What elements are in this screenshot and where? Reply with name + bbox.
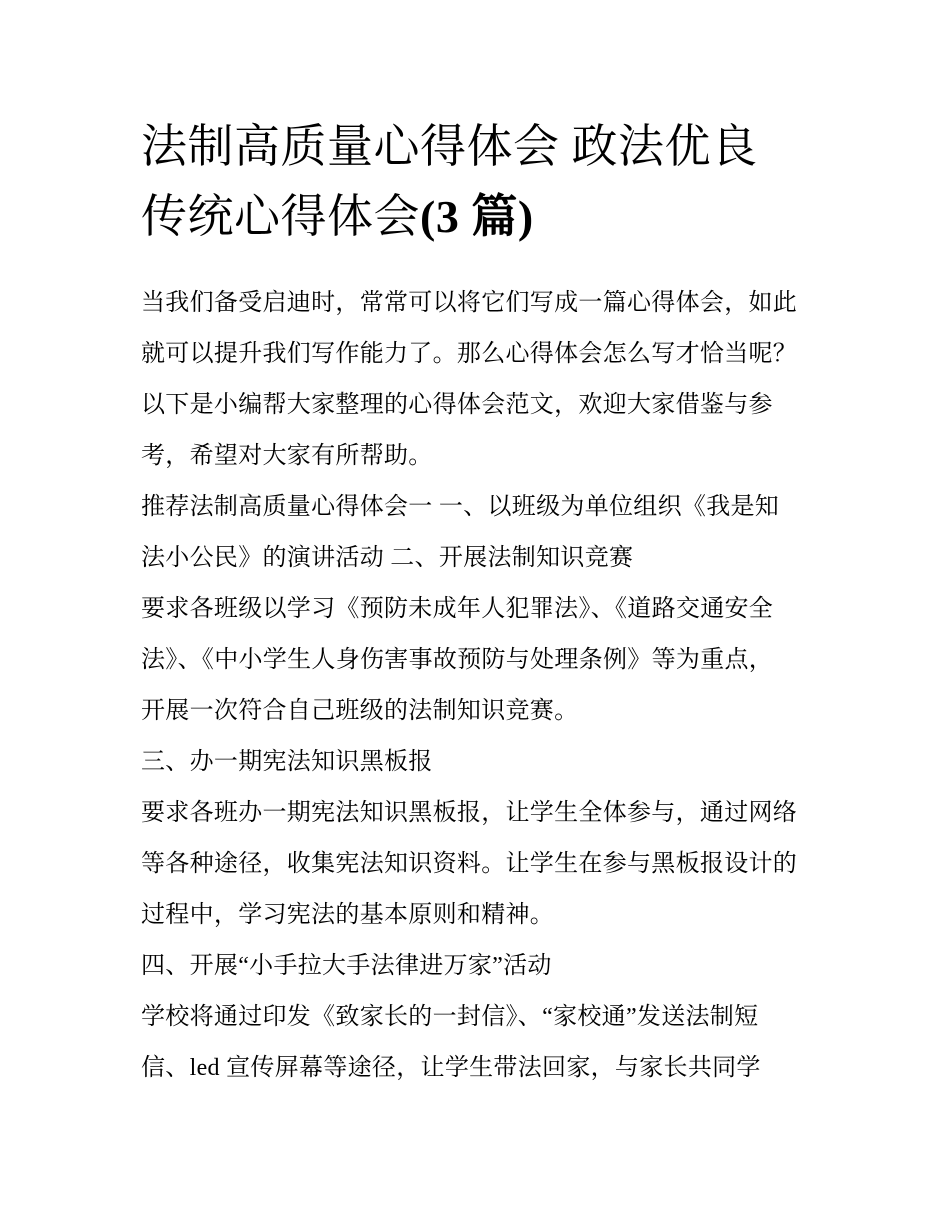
section-heading-family <box>141 941 821 992</box>
section-heading-blackboard <box>141 737 821 788</box>
section-heading-line: 四、开展“小手拉大手法律进万家”活动 <box>141 953 552 979</box>
paragraph-line: 过程中，学习宪法的基本原则和精神。 <box>141 902 555 928</box>
paragraph-intro <box>141 278 821 482</box>
document-title <box>141 112 821 252</box>
document-body <box>141 278 821 1094</box>
section-heading-line: 三、办一期宪法知识黑板报 <box>141 749 433 775</box>
paragraph-family <box>141 992 821 1094</box>
paragraph-line: 考，希望对大家有所帮助。 <box>141 443 433 469</box>
title-line-2-text: 传统心得体会 <box>141 191 420 242</box>
title-count: (3 篇) <box>420 191 534 242</box>
paragraph-line: 当我们备受启迪时，常常可以将它们写成一篇心得体会，如此 <box>141 290 798 316</box>
paragraph-line: 学校将通过印发《致家长的一封信》、“家校通”发送法制短 <box>141 1004 759 1030</box>
paragraph-line: 等各种途径，收集宪法知识资料。让学生在参与黑板报设计的 <box>141 851 798 877</box>
paragraph-blackboard <box>141 788 821 941</box>
paragraph-line: 法》、《中小学生人身伤害事故预防与处理条例》等为重点， <box>141 647 774 673</box>
paragraph-line: 推荐法制高质量心得体会一 一、以班级为单位组织《我是知 <box>141 494 780 520</box>
paragraph-competition <box>141 584 821 737</box>
paragraph-recommend <box>141 482 821 584</box>
paragraph-line: 开展一次符合自己班级的法制知识竞赛。 <box>141 698 579 724</box>
title-line-2 <box>141 182 821 252</box>
paragraph-line: 信、led 宣传屏幕等途径，让学生带法回家，与家长共同学 <box>141 1055 761 1081</box>
paragraph-line: 要求各班级以学习《预防未成年人犯罪法》、《道路交通安全 <box>141 596 774 622</box>
paragraph-line: 就可以提升我们写作能力了。那么心得体会怎么写才恰当呢？ <box>141 341 798 367</box>
paragraph-line: 以下是小编帮大家整理的心得体会范文，欢迎大家借鉴与参 <box>141 392 773 418</box>
paragraph-line: 法小公民》的演讲活动 二、开展法制知识竞赛 <box>141 545 634 571</box>
document-content <box>141 112 821 1094</box>
paragraph-line: 要求各班办一期宪法知识黑板报，让学生全体参与，通过网络 <box>141 800 798 826</box>
title-line-1: 法制高质量心得体会 政法优良 <box>141 121 758 172</box>
